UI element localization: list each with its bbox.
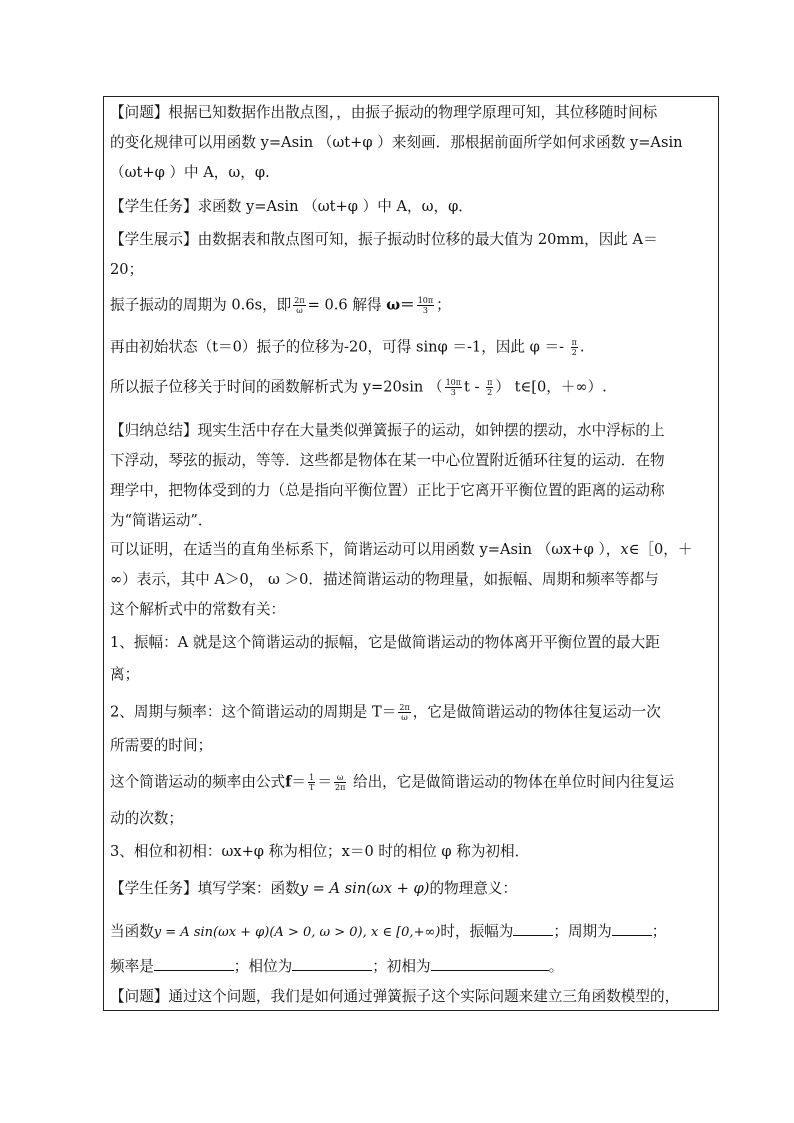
fraction-2pi-over-omega: $\frac{2\pi}{\omega}$ [294,296,305,315]
student-show-line-2: 20； [110,261,144,278]
period-definition-line: 2、周期与频率：这个简谐运动的周期是 T＝ $\frac{2\pi}{\omega}$ ，它是做简谐运动的物体往复运动一次 [110,703,661,722]
amplitude-line-1: 1、振幅：A 就是这个简谐运动的振幅，它是做简谐运动的物体离开平衡位置的最大距 [110,634,660,651]
frequency-line-2: 动的次数； [110,810,183,827]
phase-definition-line: 3、相位和初相：ωx+φ 称为相位；x＝0 时的相位 φ 称为初相． [110,843,530,860]
period-line: 振子振动的周期为 0.6s，即 $\frac{2\pi}{\omega}$ = 0.6 解得 ω＝ $\frac{10\pi}{3}$ ； [110,296,451,315]
fraction-omega-over-2pi: $\frac{\omega}{2\pi}$ [334,773,346,792]
problem-text-line-2: 的变化规律可以用函数 y=Asin （ωt+φ ）来刻画．那根据前面所学如何求函数 y=Asin [110,134,683,151]
amplitude-line-2: 离； [110,666,140,683]
summary-line-3: 理学中，把物体受到的力（总是指向平衡位置）正比于它离开平衡位置的距离的运动称 [110,482,665,499]
period-definition-line-2: 所需要的时间； [110,737,213,754]
fill-frequency-line: 频率是 ；相位为 ；初相为 。 [110,958,564,975]
prove-line: 可以证明，在适当的直角坐标系下，简谐运动可以用函数 y=Asin （ωx+φ ），x∈［0，＋ [110,541,693,558]
period-blank[interactable] [612,921,652,936]
function-formula-line: 所以振子位移关于时间的函数解析式为 y=20sin （ $\frac{10\pi}{3}$ t - $\frac{\pi}{2}$ ） t∈[0，＋∞）. [110,378,607,397]
phase-blank[interactable] [292,956,372,971]
formula-asin-conditions: y = A sin(ωx + φ)(A > 0, ω > 0), x ∈ [0,+∞) [153,925,441,940]
fraction-10pi-over-3: $\frac{10\pi}{3}$ [445,378,462,397]
fill-when-line: 当函数y = A sin(ωx + φ)(A > 0, ω > 0), x ∈ [0,+∞)时，振幅为 ；周期为 ； [110,923,667,940]
problem-text-line-1: 【问题】根据已知数据作出散点图，，由振子振动的物理学原理可知，其位移随时间标 [110,104,658,121]
problem-final-line: 【问题】通过这个问题，我们是如何通过弹簧振子这个实际问题来建立三角函数模型的， [110,988,680,1005]
fraction-pi-over-2: $\frac{\pi}{2}$ [487,378,493,397]
fill-task-line: 【学生任务】填写学案：函数y = A sin(ωx + φ)的物理意义： [110,880,518,897]
prove-line-3: 这个解析式中的常数有关： [110,601,286,618]
student-task-line: 【学生任务】求函数 y=Asin （ωt+φ ）中 A，ω，φ． [110,198,473,215]
summary-line-2: 下浮动，琴弦的振动，等等．这些都是物体在某一中心位置附近循环往复的运动．在物 [110,452,665,469]
summary-line-4: 为“简谐运动”． [110,512,213,529]
problem-text-line-3: （ωt+φ ）中 A，ω，φ. [110,164,270,181]
initial-phase-blank[interactable] [431,956,549,971]
fraction-pi-over-2: $\frac{\pi}{2}$ [571,338,577,357]
initial-phase-line: 再由初始状态（t＝0）振子的位移为-20，可得 sinφ ＝-1，因此 φ ＝- $\frac{\pi}{2}$ . [110,338,585,357]
fraction-1-over-t: $\frac{1}{T}$ [309,773,315,792]
prove-line-2: ∞）表示，其中 A＞0， ω ＞0．描述简谐运动的物理量，如振幅、周期和频率等都与 [110,571,659,588]
amplitude-blank[interactable] [513,921,553,936]
formula-asin: y = A sin(ωx + φ) [299,880,430,897]
frequency-blank[interactable] [154,956,234,971]
summary-line-1: 【归纳总结】现实生活中存在大量类似弹簧振子的运动，如钟摆的摆动，水中浮标的上 [110,422,665,439]
frequency-line: 这个简谐运动的频率由公式f＝ $\frac{1}{T}$ ＝ $\frac{\omega}{2\pi}$ 给出，它是做简谐运动的物体在单位时间内往复运 [110,773,675,792]
fraction-2pi-over-omega: $\frac{2\pi}{\omega}$ [399,703,410,722]
student-show-line-1: 【学生展示】由数据表和散点图可知，振子振动时位移的最大值为 20mm，因此 A＝ [110,231,658,248]
fraction-10pi-over-3: $\frac{10\pi}{3}$ [417,296,434,315]
